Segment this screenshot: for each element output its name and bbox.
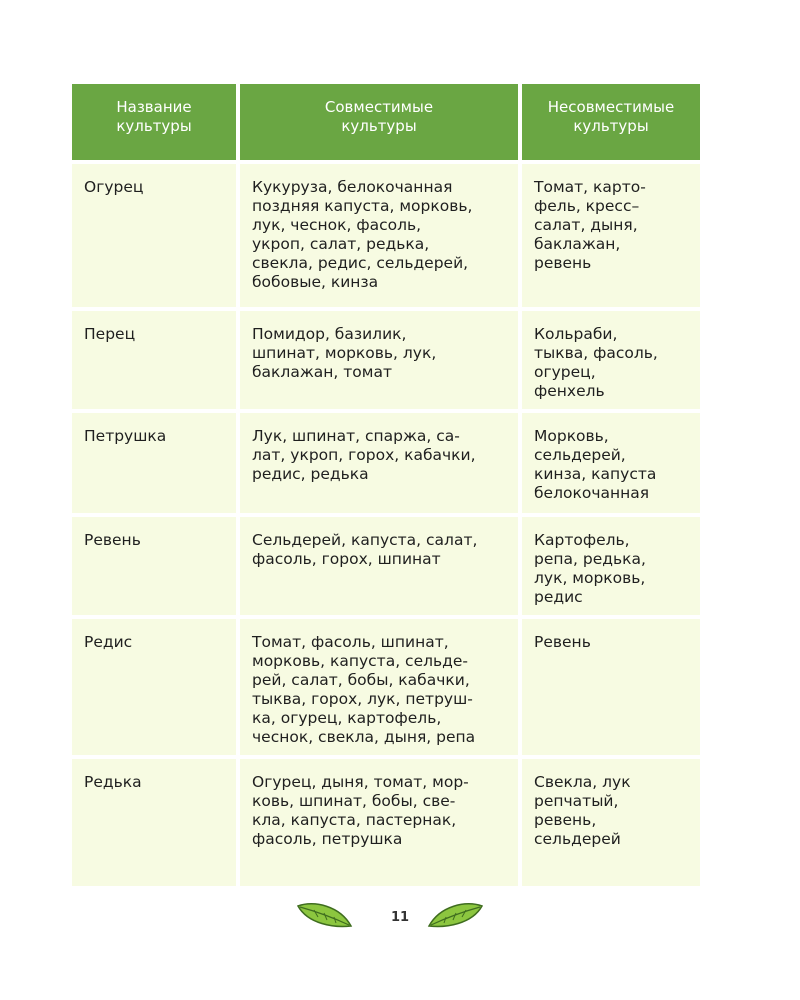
- incompatible-crops: Морковь, сельдерей, кинза, капуста белокочанная: [522, 413, 700, 513]
- table-header-row: [72, 84, 700, 160]
- table-row: [72, 311, 700, 409]
- crop-name: Перец: [72, 311, 236, 409]
- crop-name: Редька: [72, 759, 236, 886]
- page-footer: [0, 900, 800, 936]
- crop-name: Огурец: [72, 164, 236, 307]
- header-incompatible: Несовместимые культуры: [522, 84, 700, 160]
- table-row: [72, 164, 700, 307]
- page-number: 11: [390, 910, 410, 925]
- crop-name: Петрушка: [72, 413, 236, 513]
- header-compatible: Совместимые культуры: [240, 84, 518, 160]
- incompatible-crops: Ревень: [522, 619, 700, 755]
- compatible-crops: Лук, шпинат, спаржа, са- лат, укроп, горох, кабачки, редис, редька: [240, 413, 518, 513]
- compatible-crops: Сельдерей, капуста, салат, фасоль, горох, шпинат: [240, 517, 518, 615]
- header-crop-name: Название культуры: [72, 84, 236, 160]
- leaf-icon: [426, 900, 484, 930]
- compatibility-table: [72, 84, 700, 890]
- crop-name: Редис: [72, 619, 236, 755]
- incompatible-crops: Картофель, репа, редька, лук, морковь, редис: [522, 517, 700, 615]
- compatible-crops: Томат, фасоль, шпинат, морковь, капуста, сельде- рей, салат, бобы, кабачки, тыква, горох, лук, петруш- ка, огурец, картофель, чеснок, свекла, дыня, репа: [240, 619, 518, 755]
- incompatible-crops: Томат, карто- фель, кресс– салат, дыня, баклажан, ревень: [522, 164, 700, 307]
- crop-name: Ревень: [72, 517, 236, 615]
- compatible-crops: Помидор, базилик, шпинат, морковь, лук, баклажан, томат: [240, 311, 518, 409]
- compatible-crops: Огурец, дыня, томат, мор- ковь, шпинат, бобы, све- кла, капуста, пастернак, фасоль, петрушка: [240, 759, 518, 886]
- table-row: [72, 619, 700, 755]
- compatible-crops: Кукуруза, белокочанная поздняя капуста, морковь, лук, чеснок, фасоль, укроп, салат, редька, свекла, редис, сельдерей, бобовые, кинза: [240, 164, 518, 307]
- table-row: [72, 759, 700, 886]
- table-row: [72, 413, 700, 513]
- incompatible-crops: Кольраби, тыква, фасоль, огурец, фенхель: [522, 311, 700, 409]
- incompatible-crops: Свекла, лук репчатый, ревень, сельдерей: [522, 759, 700, 886]
- table-row: [72, 517, 700, 615]
